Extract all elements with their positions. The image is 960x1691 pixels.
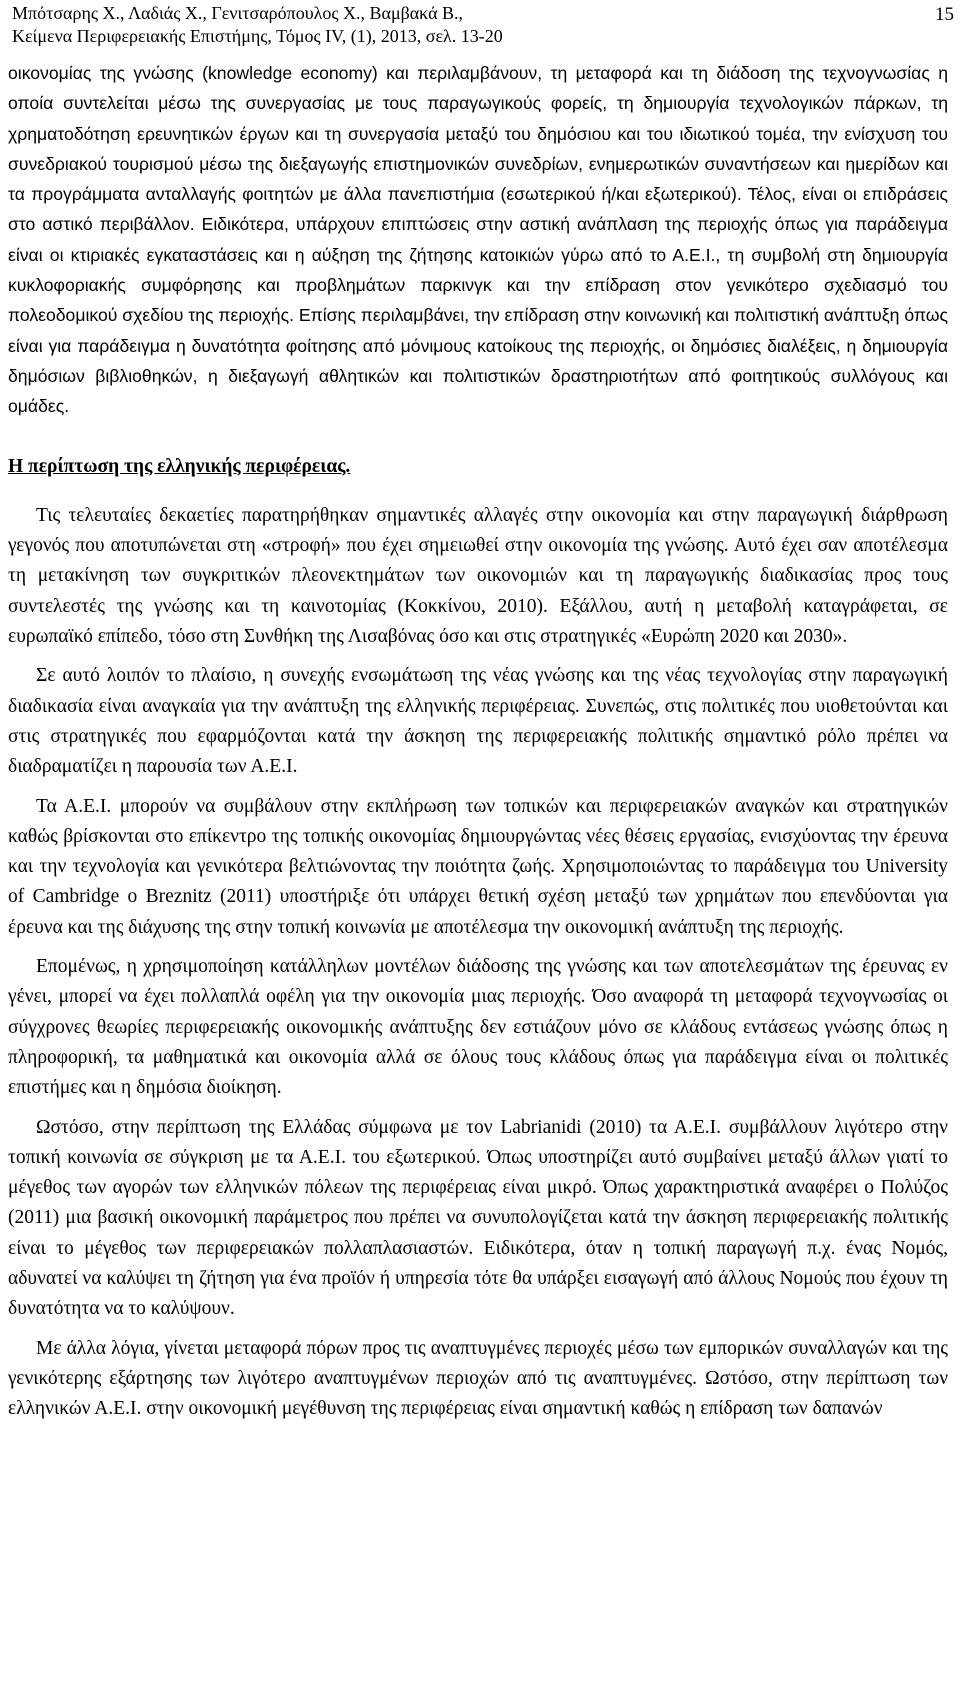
section-heading: Η περίπτωση της ελληνικής περιφέρειας. bbox=[8, 455, 351, 477]
sentence: Σε αυτό λοιπόν το πλαίσιο, η συνεχής ενσωμάτωση της νέας γνώσης και της νέας τεχνολογίας στην παραγωγική διαδικασία είναι αναγκαία για την ανάπτυξη της ελληνικής περιφέρειας. bbox=[8, 665, 948, 717]
running-header bbox=[12, 2, 503, 48]
paragraph-6 bbox=[8, 1113, 948, 1325]
paragraph-7 bbox=[8, 1334, 948, 1425]
sentence: Τέλος, είναι οι επιδράσεις στο αστικό περιβάλλον. Ειδικότερα, υπάρχουν επιπτώσεις στην αστική ανάπλαση της περιοχής όπως για παράδειγμα είναι οι κτιριακές εγκαταστάσεις και η αύξηση της ζήτησης κατοικιών γύρω από το Α.Ε.Ι., τη συμβολή στη δημιουργία κυκλοφοριακής συμφόρησης και προβλημάτων παρκινγκ και την επίδραση στον γενικότερο σχεδιασμό του πολεοδομικού σχεδίου της περιοχής. bbox=[8, 184, 949, 326]
sentence: Όπως χαρακτηριστικά αναφέρει ο Πολύζος (2011) μια βασική οικονομική παράμετρος που πρέπει να συνυπολογίζεται κατά την άσκηση περιφερειακής πολιτικής είναι το μέγεθος των περιφερειακών πολλαπλασιαστών. bbox=[8, 1177, 949, 1259]
sentence: Ωστόσο, στην περίπτωση της Ελλάδας σύμφωνα με τον Labrianidi (2010) τα Α.Ε.Ι. συμβάλλουν λιγότερο στην τοπική κοινωνία σε σύγκριση με τα Α.Ε.Ι. του εξωτερικού. bbox=[8, 1116, 948, 1168]
sentence: Τις τελευταίες δεκαετίες παρατηρήθηκαν σημαντικές αλλαγές στην οικονομία και στην παραγωγική διάρθρωση γεγονός που αποτυπώνεται στη «στροφή» που έχει σημειωθεί στην οικονομία της γνώσης. bbox=[8, 504, 948, 557]
header-authors: Μπότσαρης Χ., Λαδιάς Χ., Γενιτσαρόπουλος Χ., Βαμβακά Β., bbox=[12, 3, 464, 23]
paragraph-5 bbox=[8, 952, 948, 1103]
page-number: 15 bbox=[935, 4, 954, 25]
sentence: Τα Α.Ε.Ι. μπορούν να συμβάλουν στην εκπλήρωση των τοπικών και περιφερειακών αναγκών και στρατηγικών καθώς βρίσκονται στο επίκεντρο της τοπικής οικονομίας δημιουργώντας νέες θέσεις εργασίας, ενισχύοντας την έρευνα και την τεχνολογία και γενικότερα βελτιώνοντας την ποιότητα ζωής. bbox=[8, 795, 948, 878]
sentence: οικονομίας της γνώσης (knowledge economy) και περιλαμβάνουν, τη μεταφορά και τη διάδοση της τεχνογνωσίας η οποία συντελείται μέσω της συνεργασίας με τους παραγωγικούς φορείς, τη δημιουργία τεχνολογικών πάρκων, τη χρηματοδότηση ερευνητικών έργων και τη συνεργασία μεταξύ του δημόσιου και του ιδιωτικού τομέα, την ενίσχυση του συνεδριακού τουρισμού μέσω της διεξαγωγής επιστημονικών συνεδρίων, ενημερωτικών συναντήσεων και ημερίδων και τα προγράμματα ανταλλαγής φοιτητών με άλλα πανεπιστήμια (εσωτερικού ή/και εξωτερικού). bbox=[8, 63, 948, 205]
sentence: Αυτό έχει σαν αποτέλεσμα τη μετακίνηση των συγκριτικών πλεονεκτημάτων των οικονομιών και τη παραγωγικής διαδικασίας προς τους συντελεστές της γνώσης και τη καινοτομίας (Κοκκίνου, 2010). Εξάλλου, αυτή η μεταβολή καταγράφεται, σε ευρωπαϊκό επίπεδο, τόσο στη Συνθήκη της Λισαβόνας όσο και στις στρατηγικές «Ευρώπη 2020 και 2030». bbox=[8, 535, 948, 648]
paragraph-2 bbox=[8, 501, 948, 652]
sentence: Χρησιμοποιώντας το παράδειγμα του University of Cambridge ο Breznitz (2011) υποστήριξε ότι υπάρχει θετική σχέση μεταξύ των χρημάτων που επενδύονται για έρευνα και της διάχυσης της στην τοπική κοινωνία με αποτέλεσμα την οικονομική ανάπτυξη της περιοχής. bbox=[8, 856, 948, 938]
sentence: Συνεπώς, στις πολιτικές που υιοθετούνται και στις στρατηγικές που εφαρμόζονται κατά την άσκηση της περιφερειακής πολιτικής σημαντικό ρόλο πρέπει να διαδραματίζει η παρουσία των Α.Ε.Ι. bbox=[8, 695, 949, 778]
sentence: Ειδικότερα, όταν η τοπική παραγωγή π.χ. ένας Νομός, αδυνατεί να καλύψει τη ζήτηση για ένα προϊόν ή υπηρεσία τότε θα υπάρξει εισαγωγή από άλλους Νομούς που έχουν τη δυνατότητα να το καλύψουν. bbox=[8, 1237, 949, 1320]
sentence: Με άλλα λόγια, γίνεται μεταφορά πόρων προς τις αναπτυγμένες περιοχές μέσω των εμπορικών συναλλαγών και της γενικότερης εξάρτησης των λιγότερο αναπτυγμένων περιοχών από τις αναπτυγμένες. bbox=[8, 1337, 948, 1389]
sentence: Όπως υποστηρίζει αυτό συμβαίνει μεταξύ άλλων γιατί το μέγεθος των αγορών των ελληνικών πόλεων της περιφέρειας είναι μικρό. bbox=[8, 1146, 949, 1199]
paragraph-1 bbox=[8, 58, 948, 422]
sentence: Επομένως, η χρησιμοποίηση κατάλληλων μοντέλων διάδοσης της γνώσης και των αποτελεσμάτων της έρευνας εν γένει, μπορεί να έχει πολλαπλά οφέλη για την οικονομία μιας περιοχής. bbox=[8, 956, 948, 1008]
paragraph-4 bbox=[8, 792, 948, 943]
paragraph-3 bbox=[8, 661, 948, 782]
sentence: Επίσης περιλαμβάνει, την επίδραση στην κοινωνική και πολιτιστική ανάπτυξη όπως είναι για παράδειγμα η δυνατότητα φοίτησης από μόνιμους κατοίκους της περιοχής, οι δημόσιες διαλέξεις, η δημιουργία δημόσιων βιβλιοθηκών, η διεξαγωγή αθλητικών και πολιτιστικών δραστηριοτήτων από φοιτητικούς συλλόγους και ομάδες. bbox=[8, 305, 948, 417]
sentence: Ωστόσο, στην περίπτωση των ελληνικών Α.Ε.Ι. στην οικονομική μεγέθυνση της περιφέρειας είναι σημαντική καθώς η επίδραση των δαπανών bbox=[8, 1367, 949, 1420]
sentence: Όσο αναφορά τη μεταφορά τεχνογνωσίας οι σύγχρονες θεωρίες περιφερειακής οικονομικής ανάπτυξης δεν εστιάζουν μόνο σε κλάδους εντάσεως γνώσης όπως η πληροφορική, τα μαθηματικά και οικονομία αλλά σε όλους τους κλάδους όπως για παράδειγμα είναι οι πολιτικές επιστήμες και η δημόσια διοίκηση. bbox=[8, 986, 949, 1099]
body-text bbox=[8, 58, 948, 1424]
header-journal: Κείμενα Περιφερειακής Επιστήμης, Τόμος IV, (1), 2013, σελ. 13-20 bbox=[12, 26, 503, 46]
